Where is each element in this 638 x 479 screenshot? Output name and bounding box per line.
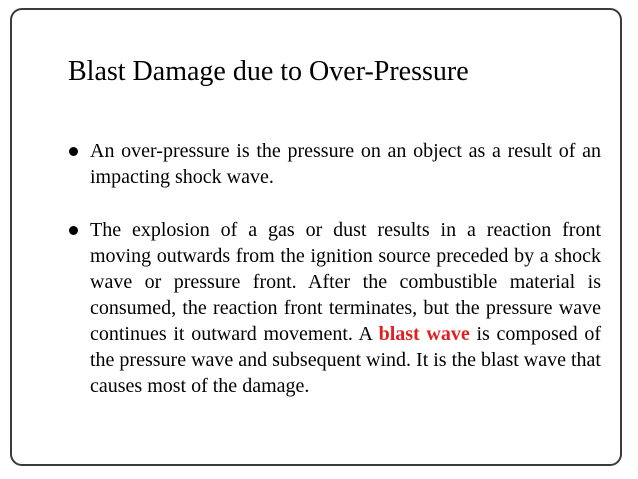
- bullet-text-before: The explosion of a gas or dust results in a reaction front moving outwards from the ignition source preceded by a shock wave or pressure front. After the combustible material is consumed, the reaction front terminates, but the pressure wave continues it outward movement. A: [90, 219, 601, 345]
- bullet-item-explosion: [70, 217, 601, 399]
- slide-title: Blast Damage due to Over-Pressure: [68, 56, 469, 87]
- blast-wave-highlight: blast wave: [378, 323, 470, 345]
- bullet-text-after: is composed of the pressure wave and subsequent wind. It is the blast wave that causes most of the damage.: [90, 323, 602, 397]
- bullet-dot-icon: [69, 226, 78, 235]
- bullet-item-overpressure: [70, 138, 601, 190]
- bullet-list: [70, 138, 601, 399]
- bullet-dot-icon: [69, 147, 78, 156]
- bullet-text: An over-pressure is the pressure on an object as a result of an impacting shock wave.: [90, 140, 601, 188]
